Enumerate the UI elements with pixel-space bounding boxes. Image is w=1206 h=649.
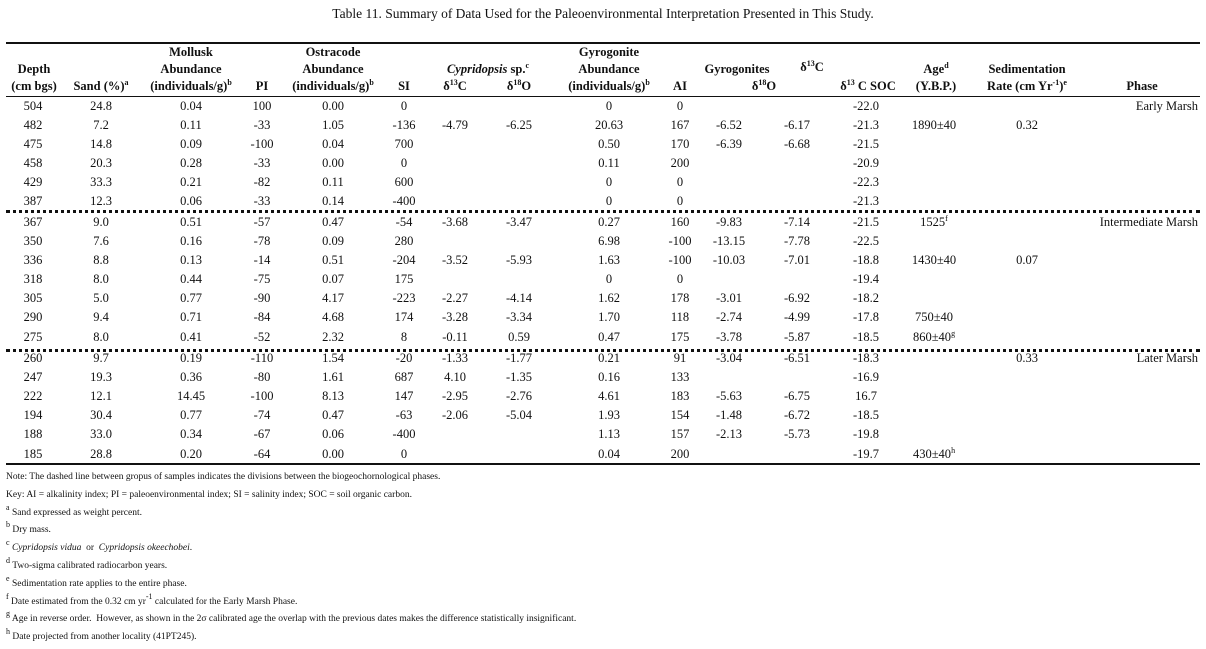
header-mollusk: Mollusk Abundance (individuals/g)$^b$	[150, 45, 232, 93]
cell-ai: 170	[670, 137, 690, 151]
footnote-f: $^f$ Date estimated from the 0.32 cm $yr^{-1}$ calculated for the Early Marsh Phase.	[6, 591, 298, 607]
cell-si: -400	[392, 427, 416, 441]
table-row	[6, 251, 1200, 270]
cell-depth: 318	[23, 272, 43, 286]
cell-si: -400	[392, 194, 416, 208]
table-row	[6, 192, 1200, 211]
cell-gyro-c: -7.78	[783, 234, 811, 248]
cell-sand: 24.8	[90, 99, 112, 113]
header-cypridopsis: Cypridopsis sp.$^c$	[446, 61, 530, 76]
cell-soc: 16.7	[855, 389, 877, 403]
cell-ai: 0	[676, 99, 684, 113]
cell-ostracode: 4.68	[322, 310, 344, 324]
cell-mollusk: 0.09	[180, 137, 202, 151]
cell-sand: 9.4	[93, 310, 109, 324]
cell-gyro-o: -2.74	[715, 310, 743, 324]
cell-gyro-c: -6.17	[783, 118, 811, 132]
footnote-a: $^a$ Sand expressed as weight percent.	[6, 502, 142, 518]
cell-ostracode: 8.13	[322, 389, 344, 403]
cell-cyp-o: -6.25	[505, 118, 533, 132]
cell-gyro-o: -3.01	[715, 291, 743, 305]
cell-ai: 200	[670, 447, 690, 461]
cell-si: 0	[400, 156, 408, 170]
footnote-g: $^g$ Age in reverse order. However, as shown in the 2σ calibrated age the overlap with the previous dates makes the difference statistically insignificant.	[6, 609, 577, 625]
cell-depth: 458	[23, 156, 43, 170]
cell-gyro-ab: 0.16	[598, 370, 620, 384]
table-row	[6, 387, 1200, 406]
cell-ai: 200	[670, 156, 690, 170]
cell-depth: 290	[23, 310, 43, 324]
header-gyro-d13c: $\delta^{13}C$	[800, 59, 824, 74]
cell-mollusk: 0.34	[180, 427, 202, 441]
cell-gyro-o: -2.13	[715, 427, 743, 441]
cell-depth: 260	[23, 351, 43, 365]
cell-cyp-o: -4.14	[505, 291, 533, 305]
cell-gyro-ab: 0	[605, 99, 613, 113]
cell-gyro-o: -3.78	[715, 330, 743, 344]
cell-ai: 133	[670, 370, 690, 384]
cell-gyro-c: -5.73	[783, 427, 811, 441]
cell-ostracode: 1.61	[322, 370, 344, 384]
cell-gyro-ab: 1.13	[598, 427, 620, 441]
cell-pi: -84	[253, 310, 271, 324]
cell-phase: Intermediate Marsh	[1099, 215, 1198, 229]
note-key: Key: AI = alkalinity index; PI = paleoenvironmental index; SI = salinity index; SOC = soil organic carbon.	[6, 489, 412, 500]
header-gyrogonite-abundance: Gyrogonite Abundance (individuals/g)$^b$	[568, 45, 650, 93]
table-row	[6, 116, 1200, 135]
footnote-c: $^c$ Cypridopsis vidua or Cypridopsis okeechobei.	[6, 538, 193, 554]
cell-cyp-o: 0.59	[508, 330, 530, 344]
cell-sand: 12.3	[90, 194, 112, 208]
cell-mollusk: 0.21	[180, 175, 202, 189]
cell-mollusk: 0.04	[180, 99, 202, 113]
cell-cyp-o: -5.93	[505, 253, 533, 267]
cell-ai: 178	[670, 291, 690, 305]
cell-pi: -14	[253, 253, 271, 267]
cell-cyp-c: -3.28	[441, 310, 469, 324]
cell-sand: 30.4	[90, 408, 112, 422]
cell-depth: 475	[23, 137, 43, 151]
cell-gyro-c: -6.68	[783, 137, 811, 151]
header-phase: Phase	[1126, 79, 1158, 93]
cell-ai: 157	[670, 427, 690, 441]
cell-ai: 183	[670, 389, 690, 403]
cell-gyro-c: -6.72	[783, 408, 811, 422]
table-row	[6, 232, 1200, 251]
cell-sand: 9.7	[93, 351, 109, 365]
cell-gyro-ab: 0.47	[598, 330, 620, 344]
cell-ai: 0	[676, 272, 684, 286]
cell-mollusk: 0.20	[180, 447, 202, 461]
group-divider-intermediate-later	[6, 349, 1200, 352]
cell-ostracode: 0.14	[322, 194, 344, 208]
table-title: Table 11. Summary of Data Used for the Paleoenvironmental Interpretation Presented in This Study.	[332, 6, 874, 21]
cell-si: 0	[400, 447, 408, 461]
table-row	[6, 270, 1200, 289]
header-ai: AI	[673, 79, 687, 93]
table-row	[6, 406, 1200, 425]
cell-gyro-c: -6.92	[783, 291, 811, 305]
footnote-h: $^h$ Date projected from another locality (41PT245).	[6, 627, 197, 643]
header-sedimentation-rate: Sedimentation Rate (cm $Yr^{-1})^e$	[987, 62, 1067, 93]
cell-mollusk: 0.77	[180, 291, 202, 305]
header-gyro-d18o: $\delta^{18}O$	[751, 78, 777, 93]
cell-sed: 0.33	[1016, 351, 1038, 365]
cell-mollusk: 0.36	[180, 370, 202, 384]
cell-gyro-o: -13.15	[712, 234, 746, 248]
footnote-b: $^b$ Dry mass.	[6, 520, 51, 536]
cell-age: 1430±40	[911, 253, 957, 267]
cell-soc: -22.5	[852, 234, 880, 248]
cell-depth: 429	[23, 175, 43, 189]
cell-soc: -21.3	[852, 118, 880, 132]
header-gyrogonites: Gyrogonites	[704, 62, 770, 76]
cell-cyp-c: -4.79	[441, 118, 469, 132]
cell-gyro-ab: 1.70	[598, 310, 620, 324]
header-ostracode: Ostracode Abundance (individuals/g)$^b$	[292, 45, 374, 93]
cell-age: $430\pm 40^h$	[912, 446, 956, 461]
cell-mollusk: 0.28	[180, 156, 202, 170]
cell-cyp-c: -2.95	[441, 389, 469, 403]
cell-pi: -90	[253, 291, 271, 305]
cell-soc: -18.3	[852, 351, 880, 365]
cell-si: 700	[394, 137, 414, 151]
table-row	[6, 328, 1200, 347]
header-age: Age$^d$ (Y.B.P.)	[915, 61, 957, 93]
cell-ostracode: 1.05	[322, 118, 344, 132]
header-soc: $\delta^{13}$ C SOC	[840, 78, 896, 93]
header-cyp-d13c: $\delta^{13}C$	[443, 78, 467, 93]
cell-si: -20	[395, 351, 413, 365]
cell-depth: 194	[23, 408, 43, 422]
cell-soc: -17.8	[852, 310, 880, 324]
cell-soc: -22.0	[852, 99, 880, 113]
cell-pi: -74	[253, 408, 271, 422]
cell-ostracode: 0.00	[322, 99, 344, 113]
cell-si: -204	[392, 253, 416, 267]
cell-ostracode: 0.47	[322, 215, 344, 229]
cell-sand: 9.0	[93, 215, 109, 229]
cell-sand: 28.8	[90, 447, 112, 461]
cell-gyro-ab: 0.21	[598, 351, 620, 365]
cell-mollusk: 0.41	[180, 330, 202, 344]
table-row	[6, 308, 1200, 327]
cell-gyro-o: -3.04	[715, 351, 743, 365]
cell-ostracode: 0.09	[322, 234, 344, 248]
cell-pi: -64	[253, 447, 271, 461]
footnote-e: $^e$ Sedimentation rate applies to the entire phase.	[6, 573, 187, 589]
table-row	[6, 213, 1200, 232]
cell-sed: 0.32	[1016, 118, 1038, 132]
cell-depth: 305	[23, 291, 43, 305]
cell-si: 175	[394, 272, 414, 286]
cell-mollusk: 0.13	[180, 253, 202, 267]
cell-ai: 154	[670, 408, 690, 422]
cell-gyro-ab: 0.04	[598, 447, 620, 461]
cell-ostracode: 4.17	[322, 291, 344, 305]
cell-depth: 336	[23, 253, 43, 267]
header-cyp-d18o: $\delta^{18}O$	[506, 78, 532, 93]
table-row	[6, 135, 1200, 154]
cell-sand: 8.8	[93, 253, 109, 267]
header-depth-line1: Depth	[17, 62, 51, 76]
cell-depth: 185	[23, 447, 43, 461]
cell-gyro-ab: 1.93	[598, 408, 620, 422]
table-row	[6, 154, 1200, 173]
cell-sand: 5.0	[93, 291, 109, 305]
cell-pi: -75	[253, 272, 271, 286]
cell-cyp-c: -1.33	[441, 351, 469, 365]
cell-gyro-ab: 0.27	[598, 215, 620, 229]
cell-sand: 12.1	[90, 389, 112, 403]
cell-depth: 247	[23, 370, 43, 384]
cell-ostracode: 1.54	[322, 351, 344, 365]
header-depth-line2: (cm bgs)	[11, 79, 57, 93]
cell-mollusk: 0.11	[180, 118, 202, 132]
cell-depth: 482	[23, 118, 43, 132]
cell-soc: -18.8	[852, 253, 880, 267]
cell-pi: -33	[253, 194, 271, 208]
cell-cyp-c: 4.10	[444, 370, 466, 384]
cell-depth: 222	[23, 389, 43, 403]
header-sand: Sand (%)$^a$	[73, 78, 129, 93]
cell-cyp-c: -3.52	[441, 253, 469, 267]
cell-sand: 33.3	[90, 175, 112, 189]
cell-cyp-o: -2.76	[505, 389, 533, 403]
cell-sand: 8.0	[93, 272, 109, 286]
cell-gyro-o: -5.63	[715, 389, 743, 403]
cell-si: -63	[395, 408, 413, 422]
table-row	[6, 368, 1200, 387]
cell-soc: -21.3	[852, 194, 880, 208]
cell-si: 600	[394, 175, 414, 189]
cell-pi: -100	[250, 389, 274, 403]
cell-gyro-c: -5.87	[783, 330, 811, 344]
cell-gyro-ab: 0.11	[598, 156, 620, 170]
cell-gyro-o: -10.03	[712, 253, 746, 267]
cell-ostracode: 2.32	[322, 330, 344, 344]
cell-cyp-o: -1.77	[505, 351, 533, 365]
cell-soc: -21.5	[852, 215, 880, 229]
cell-ai: 175	[670, 330, 690, 344]
cell-cyp-c: -2.06	[441, 408, 469, 422]
cell-gyro-o: -9.83	[715, 215, 743, 229]
cell-si: -54	[395, 215, 413, 229]
cell-depth: 275	[23, 330, 43, 344]
cell-ostracode: 0.00	[322, 156, 344, 170]
cell-pi: 100	[252, 99, 272, 113]
cell-soc: -18.2	[852, 291, 880, 305]
table-bottom-rule	[6, 463, 1200, 465]
cell-pi: -80	[253, 370, 271, 384]
cell-gyro-ab: 1.62	[598, 291, 620, 305]
cell-sed: 0.07	[1016, 253, 1038, 267]
cell-sand: 19.3	[90, 370, 112, 384]
cell-soc: -19.7	[852, 447, 880, 461]
note-dashed-line: Note: The dashed line between gropus of samples indicates the divisions between the biogeochornological phases.	[6, 472, 441, 482]
cell-soc: -19.8	[852, 427, 880, 441]
cell-si: -223	[392, 291, 416, 305]
cell-gyro-ab: 1.63	[598, 253, 620, 267]
footnote-d: $^d$ Two-sigma calibrated radiocarbon years.	[6, 555, 168, 571]
cell-mollusk: 0.51	[180, 215, 202, 229]
cell-soc: -21.5	[852, 137, 880, 151]
cell-ostracode: 0.11	[322, 175, 344, 189]
cell-mollusk: 0.16	[180, 234, 202, 248]
cell-si: 8	[400, 330, 408, 344]
cell-mollusk: 0.06	[180, 194, 202, 208]
cell-soc: -22.3	[852, 175, 880, 189]
cell-si: 0	[400, 99, 408, 113]
cell-mollusk: 0.19	[180, 351, 202, 365]
cell-sand: 33.0	[90, 427, 112, 441]
cell-si: 687	[394, 370, 414, 384]
cell-sand: 8.0	[93, 330, 109, 344]
cell-soc: -20.9	[852, 156, 880, 170]
cell-ai: -100	[668, 234, 692, 248]
cell-soc: -18.5	[852, 408, 880, 422]
cell-sand: 14.8	[90, 137, 112, 151]
cell-depth: 350	[23, 234, 43, 248]
cell-ai: 0	[676, 194, 684, 208]
cell-gyro-ab: 0	[605, 175, 613, 189]
cell-cyp-o: -5.04	[505, 408, 533, 422]
cell-cyp-c: -0.11	[442, 330, 468, 344]
cell-si: 147	[394, 389, 414, 403]
cell-ai: 160	[670, 215, 690, 229]
header-pi: PI	[255, 79, 269, 93]
cell-phase: Later Marsh	[1136, 351, 1198, 365]
cell-ostracode: 0.47	[322, 408, 344, 422]
cell-ostracode: 0.07	[322, 272, 344, 286]
cell-ai: 0	[676, 175, 684, 189]
cell-gyro-ab: 0	[605, 272, 613, 286]
cell-ai: 91	[673, 351, 687, 365]
header-si: SI	[398, 79, 410, 93]
cell-soc: -19.4	[852, 272, 880, 286]
cell-cyp-o: -3.34	[505, 310, 533, 324]
cell-mollusk: 14.45	[176, 389, 206, 403]
table-notes	[6, 469, 1200, 647]
table-row	[6, 289, 1200, 308]
cell-cyp-c: -3.68	[441, 215, 469, 229]
cell-sand: 20.3	[90, 156, 112, 170]
cell-ai: -100	[668, 253, 692, 267]
cell-ostracode: 0.06	[322, 427, 344, 441]
cell-depth: 504	[23, 99, 43, 113]
cell-gyro-c: -6.75	[783, 389, 811, 403]
cell-gyro-ab: 20.63	[594, 118, 624, 132]
cell-pi: -33	[253, 156, 271, 170]
cell-pi: -67	[253, 427, 271, 441]
cell-si: -136	[392, 118, 416, 132]
cell-depth: 367	[23, 215, 43, 229]
cell-pi: -52	[253, 330, 271, 344]
cell-gyro-o: -1.48	[715, 408, 743, 422]
cell-sand: 7.6	[93, 234, 109, 248]
cell-sand: 7.2	[93, 118, 109, 132]
group-divider-early-intermediate	[6, 210, 1200, 213]
cell-depth: 387	[23, 194, 43, 208]
cell-phase: Early Marsh	[1135, 99, 1198, 113]
cell-soc: -16.9	[852, 370, 880, 384]
cell-gyro-c: -7.14	[783, 215, 811, 229]
cell-gyro-ab: 0.50	[598, 137, 620, 151]
cell-ostracode: 0.04	[322, 137, 344, 151]
cell-pi: -100	[250, 137, 274, 151]
cell-age: 1890±40	[911, 118, 957, 132]
cell-soc: -18.5	[852, 330, 880, 344]
table-row	[6, 97, 1200, 116]
cell-gyro-c: -4.99	[783, 310, 811, 324]
cell-gyro-o: -6.52	[715, 118, 743, 132]
cell-age: $860\pm 40^g$	[912, 329, 956, 344]
table-row	[6, 173, 1200, 192]
cell-gyro-c: -7.01	[783, 253, 811, 267]
cell-pi: -33	[253, 118, 271, 132]
cell-gyro-ab: 4.61	[598, 389, 620, 403]
cell-cyp-c: -2.27	[441, 291, 469, 305]
cell-age: 1525$^f$	[920, 214, 948, 229]
cell-mollusk: 0.71	[180, 310, 202, 324]
cell-pi: -82	[253, 175, 271, 189]
cell-gyro-o: -6.39	[715, 137, 743, 151]
cell-si: 174	[394, 310, 414, 324]
cell-gyro-c: -6.51	[783, 351, 811, 365]
cell-depth: 188	[23, 427, 43, 441]
cell-cyp-o: -3.47	[505, 215, 533, 229]
cell-ostracode: 0.51	[322, 253, 344, 267]
cell-gyro-ab: 0	[605, 194, 613, 208]
cell-ostracode: 0.00	[322, 447, 344, 461]
cell-mollusk: 0.77	[180, 408, 202, 422]
cell-pi: -78	[253, 234, 271, 248]
table-row	[6, 425, 1200, 444]
cell-mollusk: 0.44	[180, 272, 202, 286]
cell-ai: 167	[670, 118, 690, 132]
cell-cyp-o: -1.35	[505, 370, 533, 384]
cell-ai: 118	[670, 310, 690, 324]
cell-pi: -110	[250, 351, 274, 365]
cell-gyro-ab: 6.98	[598, 234, 620, 248]
cell-si: 280	[394, 234, 414, 248]
table-row	[6, 445, 1200, 464]
cell-pi: -57	[253, 215, 271, 229]
header-depth	[8, 61, 60, 95]
cell-age: 750±40	[914, 310, 954, 324]
